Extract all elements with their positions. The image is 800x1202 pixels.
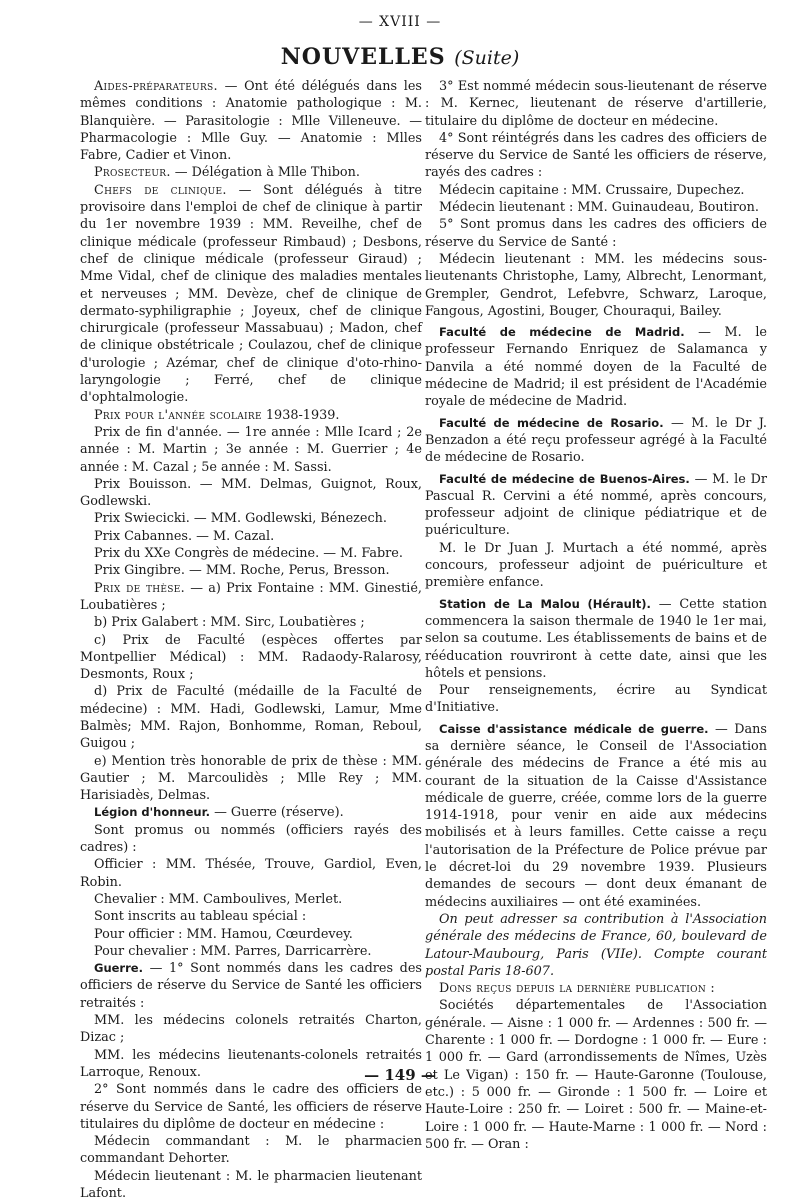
paragraph: Médecin lieutenant : MM. les médecins sous-lieutenants Christophe, Lamy, Albrecht, Lenormant, Grempler, Gendrot, Lefebvre, Schwarz, Laroque, Fangous, Agostini, Bouger, Chouraqui, Bailey. [425,251,767,319]
paragraph: Caisse d'assistance médicale de guerre. — Dans sa dernière séance, le Conseil de l'Association générale des médecins de France a été mis au courant de la situation de la Caisse d'Assistance médicale de guerre, créée, comme lors de la guerre 1914-1918, pour venir en aide aux médecins mobilisés et à leurs familles. Cette caisse a reçu l'autorisation de la Préfecture de Police prévue par le décret-loi du 29 novembre 1939. Plusieurs demandes de secours — dont deux émanant de médecins auxiliaires — ont été examinées. [425,721,767,910]
page-title [0,44,800,70]
paragraph: Dons reçus depuis la dernière publication : [439,981,715,997]
page-title-main: NOUVELLES [280,44,446,70]
paragraph: 2° Sont nommés dans le cadre des officiers de réserve du Service de Santé, les officiers de réserve titulaires du diplôme de docteur en médecine : [80,1082,422,1132]
paragraph: Faculté de médecine de Buenos-Aires. — M. le Dr Pascual R. Cervini a été nommé, après concours, professeur adjoint de clinique pédiatrique et de puériculture. [425,471,767,539]
paragraph: Sociétés départementales de l'Association générale. — Aisne : 1 000 fr. — Ardennes : 500 fr. — Charente : 1 000 fr. — Dordogne : 1 000 fr. — Eure : 1 000 fr. — Gard (arrondissements de Nîmes, Uzès et Le Vigan) : 150 fr. — Haute-Garonne (Toulouse, etc.) : 5 000 fr. — Gironde : 1 500 fr. — Loire et Haute-Loire : 250 fr. — Loiret : 500 fr. — Maine-et-Loire : 1 000 fr. — Haute-Marne : 1 000 fr. — Nord : 500 fr. — Oran : [425,998,767,1152]
paragraph: 5° Sont promus dans les cadres des officiers de réserve du Service de Santé : [425,217,767,250]
right-column [425,78,767,1153]
paragraph: 3° Est nommé médecin sous-lieutenant de réserve : M. Kernec, lieutenant de réserve d'artillerie, titulaire du diplôme de docteur en médecine. [425,79,767,129]
paragraph: Prix Bouisson. — MM. Delmas, Guignot, Roux, Godlewski. [80,476,422,510]
paragraph: Prix Cabannes. — M. Cazal. [94,528,275,544]
page-number: — 149 — [364,1066,436,1084]
paragraph: Aides-préparateurs. — Ont été délégués dans les mêmes conditions : Anatomie pathologique : M. Blanquière. — Parasitologie : Mlle Villeneuve. — Pharmacologie : Mlle Guy. — Anatomie : Mlles Fabre, Cadier et Vinon. [80,79,422,164]
paragraph: Sont inscrits au tableau spécial : [94,909,307,925]
paragraph: Médecin capitaine : MM. Crussaire, Dupechez. [439,182,745,198]
paragraph: Prix du XXe Congrès de médecine. — M. Fabre. [94,546,403,562]
paragraph: Prix de thèse. — a) Prix Fontaine : MM. Ginestié, Loubatières ; [80,580,422,613]
paragraph: M. le Dr Juan J. Murtach a été nommé, après concours, professeur adjoint de puériculture et première enfance. [425,540,767,591]
paragraph: Chefs de clinique. — Sont délégués à titre provisoire dans l'emploi de chef de clinique à partir du 1er novembre 1939 : MM. Reveilhe, chef de clinique médicale (professeur Rimbaud) ; Desbons, chef de clinique médicale (professeur Giraud) ; Mme Vidal, chef de clinique des maladies mentales et nerveuses ; MM. Devèze, chef de clinique de dermato-syphiligraphie ; Joyeux, chef de clinique chirurgicale (professeur Massabuau) ; Madon, chef de clinique obstétricale ; Coulazou, chef de clinique d'urologie ; Azémar, chef de clinique d'oto-rhino-laryngologie ; Ferré, chef de clinique d'ophtalmologie. [80,182,422,406]
paragraph: b) Prix Galabert : MM. Sirc, Loubatières ; [94,615,365,631]
paragraph: Officier : MM. Thésée, Trouve, Gardiol, Even, Robin. [80,857,422,890]
paragraph: Prix de fin d'année. — 1re année : Mlle Icard ; 2e année : M. Martin ; 3e année : M. Guerrier ; 4e année : M. Cazal ; 5e année : M. Sassi. [80,424,422,475]
paragraph: Prosecteur. — Délégation à Mlle Thibon. [94,165,360,181]
paragraph: Sont promus ou nommés (officiers rayés des cadres) : [80,822,422,856]
paragraph: Pour chevalier : MM. Parres, Darricarrère. [94,943,372,959]
paragraph: e) Mention très honorable de prix de thèse : MM. Gautier ; M. Marcoulidès ; Mlle Rey ; MM. Harisiadès, Delmas. [80,753,422,804]
paragraph: Pour officier : MM. Hamou, Cœurdevey. [94,926,353,942]
paragraph: 4° Sont réintégrés dans les cadres des officiers de réserve du Service de Santé les officiers de réserve, rayés des cadres : [425,130,767,181]
paragraph: Pour renseignements, écrire au Syndicat d'Initiative. [425,683,767,716]
paragraph: On peut adresser sa contribution à l'Association générale des médecins de France, 60, boulevard de Latour-Maubourg, Paris (VIIe). Compte courant postal Paris 18-607. [425,911,767,979]
paragraph: Guerre. — 1° Sont nommés dans les cadres des officiers de réserve du Service de Santé les officiers retraités : [80,961,422,1011]
paragraph: Faculté de médecine de Rosario. — M. le Dr J. Benzadon a été reçu professeur agrégé à la Faculté de médecine de Rosario. [425,415,767,466]
paragraph: Médecin lieutenant : MM. Guinaudeau, Boutiron. [439,200,759,216]
paragraph: Faculté de médecine de Madrid. — M. le professeur Fernando Enriquez de Salamanca y Danvila a été nommé doyen de la Faculté de médecine de Madrid; il est président de l'Académie royale de médecine de Madrid. [425,325,767,410]
paragraph: Médecin lieutenant : M. le pharmacien lieutenant Lafont. [80,1168,422,1201]
paragraph: d) Prix de Faculté (médaille de la Faculté de médecine) : MM. Hadi, Godlewski, Lamur, Mme Balmès; MM. Rajon, Bonhomme, Roman, Reboul, Guigou ; [80,684,422,752]
paragraph: c) Prix de Faculté (espèces offertes par Montpellier Médical) : MM. Radaody-Ralarosy, Desmonts, Roux ; [80,632,422,683]
page-title-suffix: (Suite) [454,47,520,69]
paragraph: MM. les médecins lieutenants-colonels retraités Larroque, Renoux. [80,1047,422,1080]
paragraph: Station de La Malou (Hérault). — Cette station commencera la saison thermale de 1940 le 1er mai, selon sa coutume. Les établissements de bains et de rééducation rouvriront à cette date, ainsi que les hôtels et pensions. [425,596,767,681]
paragraph: Médecin commandant : M. le pharmacien commandant Dehorter. [80,1134,422,1167]
left-column [80,78,422,1202]
page-header-roman: — XVIII — [358,14,442,30]
paragraph: Prix Gingibre. — MM. Roche, Perus, Bresson. [94,563,390,579]
paragraph: Prix pour l'année scolaire 1938-1939. [94,407,340,423]
paragraph: MM. les médecins colonels retraités Charton, Dizac ; [80,1013,422,1046]
paragraph: Chevalier : MM. Camboulives, Merlet. [94,891,343,907]
paragraph: Prix Swiecicki. — MM. Godlewski, Bénezech. [94,511,387,527]
paragraph: Légion d'honneur. — Guerre (réserve). [94,805,344,821]
